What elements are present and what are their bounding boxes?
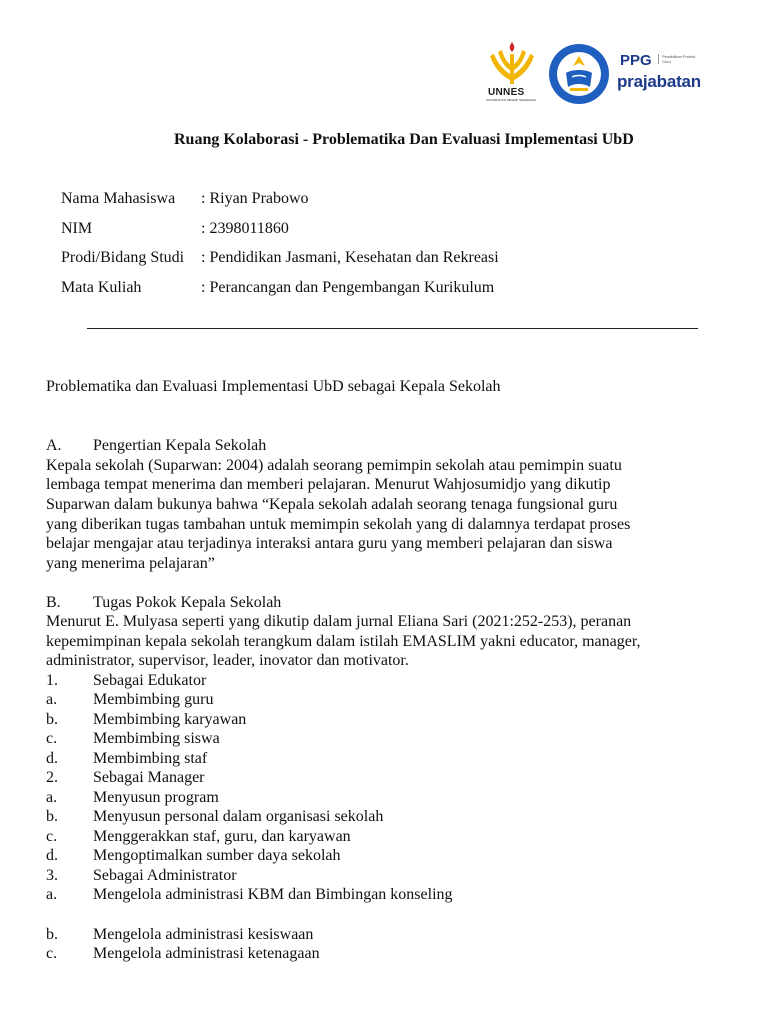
info-label: Prodi/Bidang Studi xyxy=(61,249,185,266)
info-label: Mata Kuliah xyxy=(61,279,142,296)
section-a-heading xyxy=(46,436,266,455)
list-marker: b. xyxy=(46,711,58,728)
section-heading: Pengertian Kepala Sekolah xyxy=(93,437,267,454)
list-marker: a. xyxy=(46,691,58,708)
list-text: Sebagai Edukator xyxy=(93,672,207,689)
list-marker: d. xyxy=(46,750,58,767)
paragraph-line: administrator, supervisor, leader, inovator dan motivator. xyxy=(46,652,409,669)
list-item xyxy=(46,749,207,768)
paragraph-line: yang diberikan tugas tambahan untuk memimpin sekolah yang di dalamnya terdapat proses xyxy=(46,516,631,533)
list-text: Sebagai Manager xyxy=(93,769,205,786)
list-marker: a. xyxy=(46,886,58,903)
list-text: Menyusun program xyxy=(93,789,219,806)
list-text: Membimbing karyawan xyxy=(93,711,247,728)
list-item xyxy=(46,671,206,690)
unnes-logo xyxy=(484,40,540,104)
tut-wuri-handayani-logo xyxy=(548,43,610,105)
info-row-mata-kuliah xyxy=(61,278,494,297)
list-item xyxy=(46,788,219,807)
list-marker: 3. xyxy=(46,867,58,884)
header-logos xyxy=(484,40,724,106)
info-row-nim xyxy=(61,219,289,238)
list-marker: c. xyxy=(46,730,58,747)
list-marker: c. xyxy=(46,945,58,962)
paragraph-line: Kepala sekolah (Suparwan: 2004) adalah seorang pemimpin sekolah atau pemimpin suatu xyxy=(46,457,622,474)
list-text: Sebagai Administrator xyxy=(93,867,237,884)
list-item xyxy=(46,846,341,865)
paragraph-line: belajar mengajar atau terjadinya interaksi antara guru yang memberi pelajaran dan siswa xyxy=(46,535,613,552)
section-marker: A. xyxy=(46,437,62,454)
unnes-subtitle: UNIVERSITAS NEGERI SEMARANG xyxy=(486,98,537,102)
list-marker: b. xyxy=(46,926,58,943)
list-item xyxy=(46,768,205,787)
info-value: : Pendidikan Jasmani, Kesehatan dan Rekreasi xyxy=(201,249,499,266)
list-text: Membimbing siswa xyxy=(93,730,220,747)
info-label: Nama Mahasiswa xyxy=(61,190,176,207)
info-row-nama xyxy=(61,189,309,208)
list-marker: 1. xyxy=(46,672,58,689)
paragraph-line: lembaga tempat menerima dan memberi pelajaran. Menurut Wahjosumidjo yang dikutip xyxy=(46,476,611,493)
list-item xyxy=(46,729,220,748)
section-b-heading xyxy=(46,593,281,612)
ppg-wordmark: PPG xyxy=(620,52,652,69)
list-marker: 2. xyxy=(46,769,58,786)
info-label: NIM xyxy=(61,220,93,237)
paragraph-line: kepemimpinan kepala sekolah terangkum dalam istilah EMASLIM yakni educator, manager, xyxy=(46,633,641,650)
list-text: Membimbing guru xyxy=(93,691,214,708)
list-text: Membimbing staf xyxy=(93,750,208,767)
info-value: : Riyan Prabowo xyxy=(201,190,309,207)
list-item xyxy=(46,944,320,963)
list-text: Mengelola administrasi KBM dan Bimbingan konseling xyxy=(93,886,453,903)
list-marker: b. xyxy=(46,808,58,825)
list-item xyxy=(46,885,453,904)
document-title: Ruang Kolaborasi - Problematika Dan Evaluasi Implementasi UbD xyxy=(174,131,634,148)
info-value: : 2398011860 xyxy=(201,220,289,237)
list-text: Mengelola administrasi kesiswaan xyxy=(93,926,314,943)
list-item xyxy=(46,690,213,709)
section-subtitle: Problematika dan Evaluasi Implementasi UbD sebagai Kepala Sekolah xyxy=(46,378,501,395)
unnes-emblem-icon xyxy=(484,40,540,88)
list-item xyxy=(46,710,246,729)
list-item xyxy=(46,925,313,944)
list-text: Mengoptimalkan sumber daya sekolah xyxy=(93,847,341,864)
paragraph-line: Menurut E. Mulyasa seperti yang dikutip dalam jurnal Eliana Sari (2021:252-253), peranan xyxy=(46,613,632,630)
divider xyxy=(87,328,698,329)
prajabatan-wordmark: prajabatan xyxy=(617,72,701,91)
list-item xyxy=(46,807,383,826)
list-text: Menggerakkan staf, guru, dan karyawan xyxy=(93,828,351,845)
list-marker: c. xyxy=(46,828,58,845)
list-text: Menyusun personal dalam organisasi sekolah xyxy=(93,808,384,825)
info-row-prodi xyxy=(61,248,499,267)
list-marker: d. xyxy=(46,847,58,864)
unnes-wordmark: UNNES xyxy=(488,87,525,98)
section-heading: Tugas Pokok Kepala Sekolah xyxy=(93,594,282,611)
info-value: : Perancangan dan Pengembangan Kurikulum xyxy=(201,279,495,296)
section-marker: B. xyxy=(46,594,61,611)
tut-wuri-text xyxy=(548,43,549,44)
list-item xyxy=(46,866,237,885)
paragraph-line: Suparwan dalam bukunya bahwa “Kepala sekolah adalah seorang tenaga fungsional guru xyxy=(46,496,618,513)
list-text: Mengelola administrasi ketenagaan xyxy=(93,945,320,962)
list-marker: a. xyxy=(46,789,58,806)
paragraph-line: yang menerima pelajaran” xyxy=(46,555,215,572)
tut-wuri-emblem-icon xyxy=(548,43,610,105)
ppg-tagline: Pendidikan Profesi Guru xyxy=(658,54,696,64)
list-item xyxy=(46,827,351,846)
